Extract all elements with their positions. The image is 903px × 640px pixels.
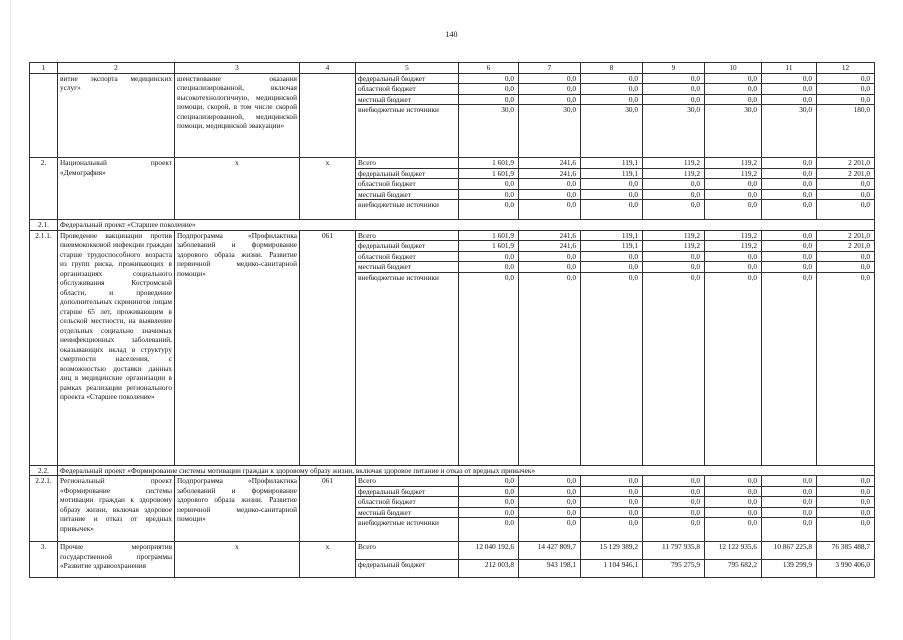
event-name: Проведение вакцинации против пневмококковой инфекции граждан старше трудоспособного возраста из групп риска, проживающих в организациях социального обслуживания Костромской области, и проведение дополнительных скринингов лицам старше 65 лет, проживающим в сельской местности, на выявление отдельных социально значимых неинфекционных заболеваний, оказывающих вклад в структуру смертности населения, с возможностью доставки данных лиц в медицинские организации в рамках реализации регионального проекта «Старшее поколение» bbox=[58, 230, 175, 465]
value-cell: 0,0 bbox=[643, 200, 705, 220]
value-cell: 0,0 bbox=[643, 518, 705, 542]
value-cell: 0,0 bbox=[643, 476, 705, 487]
header-cell: 9 bbox=[643, 63, 705, 74]
value-cell: 0,0 bbox=[762, 497, 817, 508]
value-cell: 0,0 bbox=[762, 230, 817, 241]
code-cell: 061 bbox=[300, 476, 356, 542]
value-cell: 12 122 935,6 bbox=[705, 542, 762, 560]
value-cell: 0,0 bbox=[459, 84, 519, 95]
value-cell: 76 385 488,7 bbox=[817, 542, 875, 560]
value-cell: 0,0 bbox=[643, 272, 705, 465]
code-cell: 061 bbox=[300, 230, 356, 465]
source-label: федеральный бюджет bbox=[356, 241, 459, 252]
value-cell: 0,0 bbox=[519, 189, 581, 200]
header-cell: 1 bbox=[30, 63, 58, 74]
subprogram-cell: х bbox=[175, 158, 300, 220]
value-cell: 119,2 bbox=[705, 241, 762, 252]
table-row bbox=[30, 158, 875, 169]
value-cell: 15 129 389,2 bbox=[581, 542, 643, 560]
header-cell: 12 bbox=[817, 63, 875, 74]
value-cell: 0,0 bbox=[705, 507, 762, 518]
value-cell: 0,0 bbox=[762, 94, 817, 105]
value-cell: 0,0 bbox=[459, 179, 519, 190]
subprogram-cell: Подпрограмма «Профилактика заболеваний и формирование здорового образа жизни. Развитие первичной медико-санитарной помощи» bbox=[175, 230, 300, 465]
table-row bbox=[30, 542, 875, 560]
value-cell: 0,0 bbox=[817, 73, 875, 84]
value-cell: 0,0 bbox=[519, 251, 581, 262]
value-cell: 0,0 bbox=[705, 476, 762, 487]
value-cell: 0,0 bbox=[459, 486, 519, 497]
value-cell: 0,0 bbox=[817, 179, 875, 190]
value-cell: 0,0 bbox=[817, 94, 875, 105]
value-cell: 119,2 bbox=[643, 241, 705, 252]
value-cell: 0,0 bbox=[459, 251, 519, 262]
source-label: Всего bbox=[356, 158, 459, 169]
header-cell: 10 bbox=[705, 63, 762, 74]
value-cell: 0,0 bbox=[705, 486, 762, 497]
row-number: 2.1.1. bbox=[30, 230, 58, 465]
value-cell: 119,2 bbox=[643, 158, 705, 169]
value-cell: 0,0 bbox=[643, 251, 705, 262]
value-cell: 0,0 bbox=[519, 73, 581, 84]
section-row bbox=[30, 220, 875, 231]
value-cell: 0,0 bbox=[643, 486, 705, 497]
source-label: федеральный бюджет bbox=[356, 73, 459, 84]
source-label: местный бюджет bbox=[356, 507, 459, 518]
section-number: 2.2. bbox=[30, 465, 58, 476]
value-cell: 0,0 bbox=[581, 94, 643, 105]
value-cell: 0,0 bbox=[817, 262, 875, 273]
value-cell: 0,0 bbox=[762, 168, 817, 179]
value-cell: 0,0 bbox=[643, 189, 705, 200]
value-cell: 0,0 bbox=[581, 179, 643, 190]
value-cell: 0,0 bbox=[519, 200, 581, 220]
value-cell: 0,0 bbox=[762, 200, 817, 220]
value-cell: 0,0 bbox=[817, 251, 875, 262]
value-cell: 0,0 bbox=[817, 476, 875, 487]
section-title: Федеральный проект «Формирование системы мотивации граждан к здоровому образу жизни, включая здоровое питание и отказ от вредных привычек» bbox=[58, 465, 875, 476]
value-cell: 0,0 bbox=[519, 179, 581, 190]
value-cell: 0,0 bbox=[459, 189, 519, 200]
source-label: внебюджетные источники bbox=[356, 105, 459, 158]
value-cell: 0,0 bbox=[581, 84, 643, 95]
scan-edge-line bbox=[10, 0, 11, 640]
value-cell: 943 198,1 bbox=[519, 560, 581, 578]
value-cell: 0,0 bbox=[817, 518, 875, 542]
row-number bbox=[30, 73, 58, 158]
header-cell: 8 bbox=[581, 63, 643, 74]
value-cell: 0,0 bbox=[643, 507, 705, 518]
value-cell: 1 601,9 bbox=[459, 230, 519, 241]
value-cell: 2 201,0 bbox=[817, 168, 875, 179]
value-cell: 0,0 bbox=[705, 73, 762, 84]
value-cell: 0,0 bbox=[519, 84, 581, 95]
row-number: 2.2.1. bbox=[30, 476, 58, 542]
value-cell: 0,0 bbox=[705, 518, 762, 542]
value-cell: 119,1 bbox=[581, 168, 643, 179]
source-label: внебюджетные источники bbox=[356, 272, 459, 465]
value-cell: 0,0 bbox=[705, 179, 762, 190]
value-cell: 0,0 bbox=[762, 518, 817, 542]
event-name: Региональный проект «Формирование системы мотивации граждан к здоровому образу жизни, включая здоровое питание и отказ от вредных привычек» bbox=[58, 476, 175, 542]
row-number: 3. bbox=[30, 542, 58, 578]
value-cell: 0,0 bbox=[459, 476, 519, 487]
value-cell: 0,0 bbox=[705, 497, 762, 508]
header-cell: 3 bbox=[175, 63, 300, 74]
source-label: внебюджетные источники bbox=[356, 200, 459, 220]
header-cell: 6 bbox=[459, 63, 519, 74]
value-cell: 0,0 bbox=[705, 200, 762, 220]
source-label: федеральный бюджет bbox=[356, 560, 459, 578]
value-cell: 180,0 bbox=[817, 105, 875, 158]
value-cell: 0,0 bbox=[581, 262, 643, 273]
value-cell: 139 299,9 bbox=[762, 560, 817, 578]
value-cell: 0,0 bbox=[817, 189, 875, 200]
value-cell: 795 275,9 bbox=[643, 560, 705, 578]
value-cell: 3 990 406,0 bbox=[817, 560, 875, 578]
value-cell: 0,0 bbox=[762, 84, 817, 95]
value-cell: 1 601,9 bbox=[459, 241, 519, 252]
value-cell: 0,0 bbox=[519, 476, 581, 487]
code-cell bbox=[300, 73, 356, 158]
value-cell: 0,0 bbox=[581, 272, 643, 465]
value-cell: 0,0 bbox=[519, 507, 581, 518]
value-cell: 0,0 bbox=[519, 497, 581, 508]
event-name: Национальный проект «Демография» bbox=[58, 158, 175, 220]
table-row bbox=[30, 230, 875, 241]
source-label: местный бюджет bbox=[356, 262, 459, 273]
value-cell: 2 201,0 bbox=[817, 158, 875, 169]
value-cell: 0,0 bbox=[643, 73, 705, 84]
value-cell: 0,0 bbox=[817, 272, 875, 465]
value-cell: 795 682,2 bbox=[705, 560, 762, 578]
value-cell: 2 201,0 bbox=[817, 241, 875, 252]
value-cell: 10 867 225,8 bbox=[762, 542, 817, 560]
value-cell: 0,0 bbox=[762, 73, 817, 84]
value-cell: 0,0 bbox=[817, 497, 875, 508]
value-cell: 0,0 bbox=[519, 94, 581, 105]
value-cell: 30,0 bbox=[581, 105, 643, 158]
source-label: Всего bbox=[356, 230, 459, 241]
value-cell: 0,0 bbox=[459, 272, 519, 465]
source-label: областной бюджет bbox=[356, 497, 459, 508]
value-cell: 0,0 bbox=[643, 84, 705, 95]
value-cell: 0,0 bbox=[581, 497, 643, 508]
value-cell: 30,0 bbox=[519, 105, 581, 158]
value-cell: 0,0 bbox=[581, 189, 643, 200]
page-number: 140 bbox=[445, 30, 458, 39]
value-cell: 0,0 bbox=[817, 486, 875, 497]
value-cell: 1 601,9 bbox=[459, 158, 519, 169]
value-cell: 0,0 bbox=[705, 272, 762, 465]
source-label: федеральный бюджет bbox=[356, 168, 459, 179]
value-cell: 0,0 bbox=[519, 262, 581, 273]
value-cell: 119,1 bbox=[581, 158, 643, 169]
budget-table bbox=[29, 62, 875, 578]
header-cell: 2 bbox=[58, 63, 175, 74]
value-cell: 0,0 bbox=[762, 189, 817, 200]
event-name: витие экспорта медицинских услуг» bbox=[58, 73, 175, 158]
table-row bbox=[30, 476, 875, 487]
value-cell: 0,0 bbox=[459, 262, 519, 273]
value-cell: 0,0 bbox=[581, 73, 643, 84]
value-cell: 0,0 bbox=[762, 158, 817, 169]
value-cell: 0,0 bbox=[459, 497, 519, 508]
header-row bbox=[30, 63, 875, 74]
value-cell: 0,0 bbox=[705, 94, 762, 105]
value-cell: 0,0 bbox=[459, 507, 519, 518]
value-cell: 119,2 bbox=[705, 168, 762, 179]
value-cell: 0,0 bbox=[817, 200, 875, 220]
code-cell: х bbox=[300, 158, 356, 220]
value-cell: 0,0 bbox=[519, 272, 581, 465]
value-cell: 0,0 bbox=[581, 518, 643, 542]
value-cell: 0,0 bbox=[705, 189, 762, 200]
source-label: областной бюджет bbox=[356, 179, 459, 190]
row-number: 2. bbox=[30, 158, 58, 220]
value-cell: 0,0 bbox=[519, 486, 581, 497]
value-cell: 0,0 bbox=[519, 518, 581, 542]
value-cell: 0,0 bbox=[705, 84, 762, 95]
subprogram-cell: шенствование оказания специализированной, включая высокотехнологичную, медицинской помощи, скорой, в том числе скорой специализированной, медицинской помощи, медицинской эвакуации» bbox=[175, 73, 300, 158]
event-name: Прочие мероприятия государственной программы «Развитие здравоохранения bbox=[58, 542, 175, 578]
subprogram-cell: х bbox=[175, 542, 300, 578]
table-row bbox=[30, 73, 875, 84]
value-cell: 30,0 bbox=[705, 105, 762, 158]
value-cell: 0,0 bbox=[459, 200, 519, 220]
value-cell: 11 797 935,8 bbox=[643, 542, 705, 560]
value-cell: 30,0 bbox=[459, 105, 519, 158]
value-cell: 212 003,8 bbox=[459, 560, 519, 578]
value-cell: 241,6 bbox=[519, 241, 581, 252]
value-cell: 119,2 bbox=[643, 230, 705, 241]
value-cell: 119,1 bbox=[581, 230, 643, 241]
source-label: местный бюджет bbox=[356, 94, 459, 105]
value-cell: 241,6 bbox=[519, 168, 581, 179]
value-cell: 0,0 bbox=[459, 73, 519, 84]
value-cell: 0,0 bbox=[762, 241, 817, 252]
value-cell: 119,2 bbox=[705, 158, 762, 169]
value-cell: 241,6 bbox=[519, 158, 581, 169]
value-cell: 119,1 bbox=[581, 241, 643, 252]
value-cell: 30,0 bbox=[762, 105, 817, 158]
value-cell: 0,0 bbox=[643, 497, 705, 508]
source-label: местный бюджет bbox=[356, 189, 459, 200]
header-cell: 5 bbox=[356, 63, 459, 74]
value-cell: 30,0 bbox=[643, 105, 705, 158]
section-number: 2.1. bbox=[30, 220, 58, 231]
source-label: внебюджетные источники bbox=[356, 518, 459, 542]
source-label: Всего bbox=[356, 476, 459, 487]
value-cell: 0,0 bbox=[705, 251, 762, 262]
value-cell: 0,0 bbox=[581, 251, 643, 262]
value-cell: 0,0 bbox=[762, 476, 817, 487]
source-label: областной бюджет bbox=[356, 84, 459, 95]
value-cell: 0,0 bbox=[762, 272, 817, 465]
header-cell: 7 bbox=[519, 63, 581, 74]
header-cell: 4 bbox=[300, 63, 356, 74]
source-label: Всего bbox=[356, 542, 459, 560]
section-title: Федеральный проект «Старшее поколение» bbox=[58, 220, 875, 231]
value-cell: 14 427 809,7 bbox=[519, 542, 581, 560]
value-cell: 241,6 bbox=[519, 230, 581, 241]
value-cell: 119,2 bbox=[705, 230, 762, 241]
source-label: областной бюджет bbox=[356, 251, 459, 262]
value-cell: 0,0 bbox=[762, 507, 817, 518]
value-cell: 0,0 bbox=[459, 94, 519, 105]
value-cell: 1 104 946,1 bbox=[581, 560, 643, 578]
value-cell: 12 040 192,6 bbox=[459, 542, 519, 560]
code-cell: х bbox=[300, 542, 356, 578]
subprogram-cell: Подпрограмма «Профилактика заболеваний и формирование здорового образа жизни. Развитие первичной медико-санитарной помощи» bbox=[175, 476, 300, 542]
value-cell: 0,0 bbox=[581, 486, 643, 497]
value-cell: 0,0 bbox=[762, 262, 817, 273]
value-cell: 0,0 bbox=[762, 251, 817, 262]
value-cell: 119,2 bbox=[643, 168, 705, 179]
source-label: федеральный бюджет bbox=[356, 486, 459, 497]
value-cell: 0,0 bbox=[762, 486, 817, 497]
value-cell: 0,0 bbox=[762, 179, 817, 190]
value-cell: 0,0 bbox=[581, 476, 643, 487]
value-cell: 0,0 bbox=[581, 507, 643, 518]
value-cell: 0,0 bbox=[459, 518, 519, 542]
value-cell: 0,0 bbox=[643, 262, 705, 273]
value-cell: 0,0 bbox=[643, 179, 705, 190]
value-cell: 2 201,0 bbox=[817, 230, 875, 241]
value-cell: 0,0 bbox=[643, 94, 705, 105]
header-cell: 11 bbox=[762, 63, 817, 74]
value-cell: 1 601,9 bbox=[459, 168, 519, 179]
value-cell: 0,0 bbox=[705, 262, 762, 273]
value-cell: 0,0 bbox=[817, 84, 875, 95]
value-cell: 0,0 bbox=[581, 200, 643, 220]
value-cell: 0,0 bbox=[817, 507, 875, 518]
section-row bbox=[30, 465, 875, 476]
